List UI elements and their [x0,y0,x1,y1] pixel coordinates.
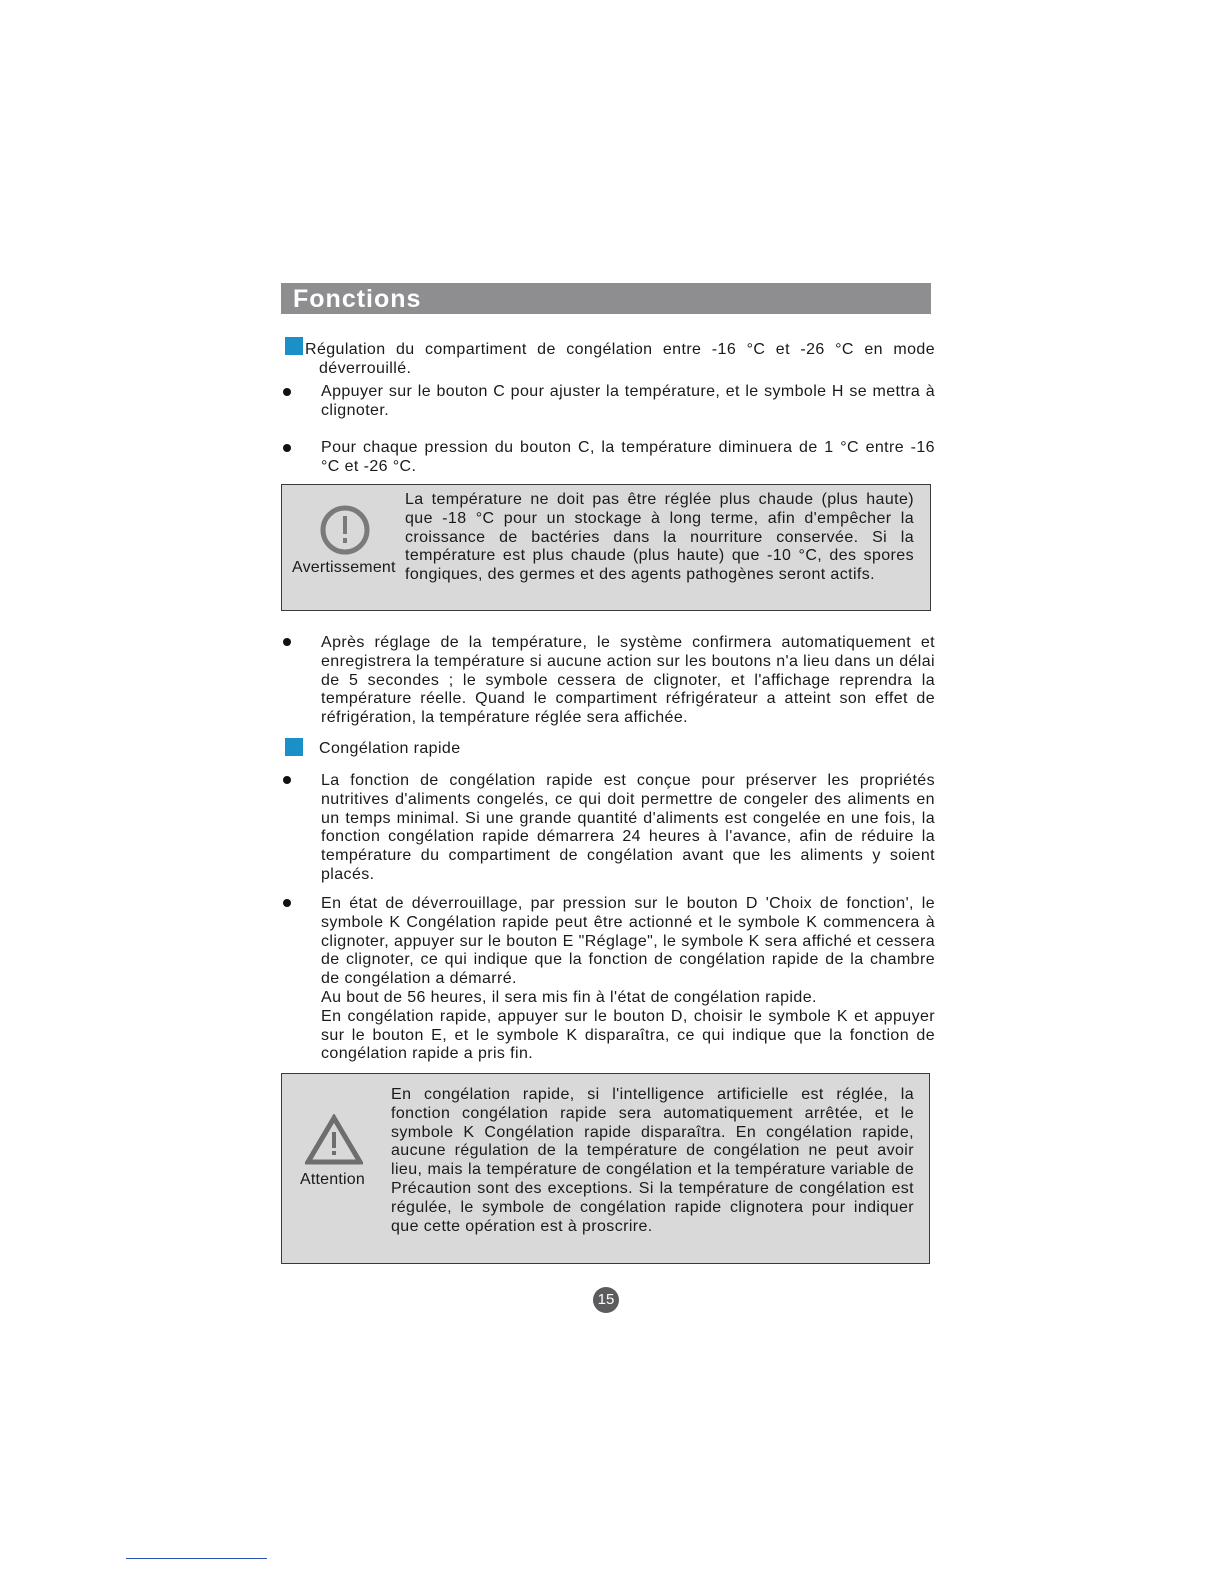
list-item-paragraph: En congélation rapide, appuyer sur le bouton D, choisir le symbole K et appuyer sur le bouton E, et le symbole K disparaîtra, ce qui indique que la fonction de congélation rapide a pris fin. [321,1007,935,1063]
list-item [321,895,935,1064]
bullet-dot [283,444,291,452]
attention-text: En congélation rapide, si l'intelligence artificielle est réglée, la fonction congélation rapide sera automatiquement arrêtée, et le symbole K Congélation rapide disparaîtra. En congélation rapide, aucune régulation de la température de congélation ne peut avoir lieu, mais la température de congélation et la température variable de Précaution sont des exceptions. Si la température de congélation est régulée, le symbole de congélation rapide clignotera pour indiquer que cette opération est à proscrire. [391,1086,914,1235]
attention-box [281,1073,930,1264]
bullet-dot [283,899,291,907]
section-square-marker [285,337,303,355]
bullet-dot [283,638,291,646]
bullet-dot [283,388,291,396]
list-item-paragraph: En état de déverrouillage, par pression sur le bouton D 'Choix de fonction', le symbole K Congélation rapide peut être actionné et le symbole K commencera à clignoter, appuyer sur le bouton E "Réglage", le symbole K sera affiché et cessera de clignoter, ce qui indique que la fonction de congélation rapide de la chambre de congélation a démarré. [321,895,935,988]
section-heading-freezer-regulation: Régulation du compartiment de congélation entre -16 °C et -26 °C en mode déverrouillé. [305,341,935,377]
list-item-paragraph: Au bout de 56 heures, il sera mis fin à l'état de congélation rapide. [321,988,817,1006]
list-item [321,439,935,477]
page-number: 15 [593,1287,619,1313]
section-header-bar [281,283,931,314]
warning-text: La température ne doit pas être réglée plus chaude (plus haute) que -18 °C pour un stockage à long terme, afin d'empêcher la croissance de bactéries dans la nourriture conservée. Si la température est plus chaude (plus haute) que -10 °C, des spores fongiques, des germes et des agents pathogènes seront actifs. [405,491,914,584]
warning-triangle-icon [305,1114,363,1166]
warning-box [281,484,931,611]
warning-label: Avertissement [292,559,396,576]
footer-divider [126,1558,267,1559]
list-item: La fonction de congélation rapide est conçue pour préserver les propriétés nutritives d'aliments congelés, ce qui doit permettre de congeler des aliments en un temps minimal. Si une grande quantité d'aliments est congelée en une fois, la fonction congélation rapide démarrera 24 heures à l'avance, afin de réduire la température du compartiment de congélation avant que les aliments y soient placés. [321,772,935,883]
page-title: Fonctions [293,285,422,313]
section-square-marker [285,738,303,756]
exclamation-circle-icon [320,505,370,555]
list-item-text: Pour chaque pression du bouton C, la température diminuera de 1 °C entre -16 °C et -26 °C. [321,439,935,475]
list-item: Appuyer sur le bouton C pour ajuster la température, et le symbole H se mettra à clignoter. [321,383,935,419]
section-heading-quick-freeze: Congélation rapide [319,740,461,757]
attention-label: Attention [300,1171,365,1188]
list-item: Après réglage de la température, le système confirmera automatiquement et enregistrera la température si aucune action sur les boutons n'a lieu dans un délai de 5 secondes ; le symbole cessera de clignoter, et l'affichage reprendra la température réelle. Quand le compartiment réfrigérateur a atteint son effet de réfrigération, la température réglée sera affichée. [321,634,935,727]
bullet-dot [283,776,291,784]
